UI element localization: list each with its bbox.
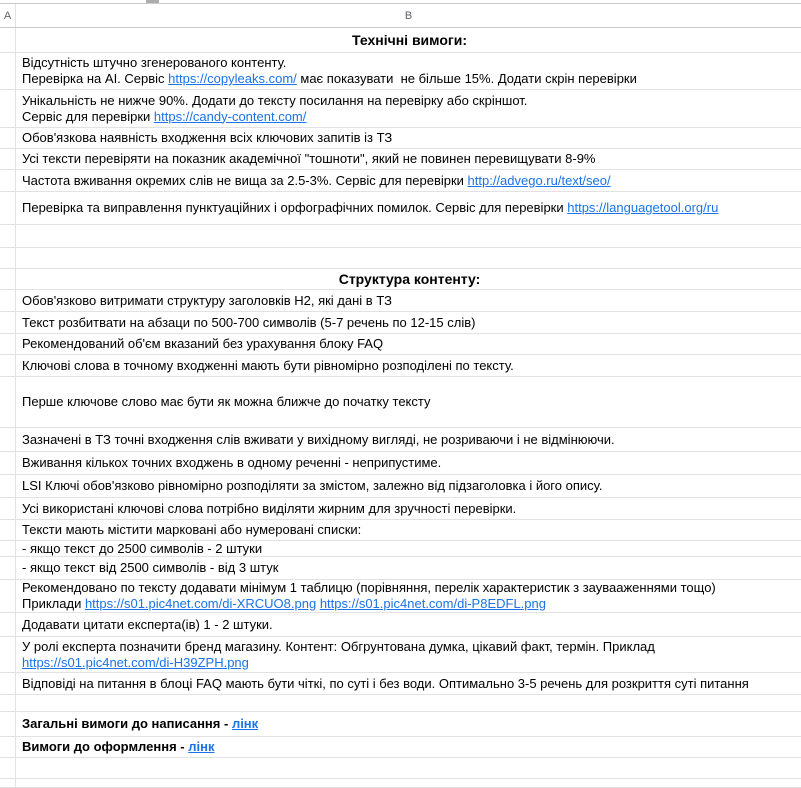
cell-b-15[interactable]: [16, 377, 801, 427]
cell-text-line: [22, 151, 797, 167]
cell-b-9[interactable]: [16, 248, 801, 268]
cell-a-27[interactable]: [0, 695, 16, 711]
text-segment: Вживання кількох точних входжень в одному реченні - неприпустиме.: [22, 455, 442, 470]
cell-b-2[interactable]: [16, 53, 801, 89]
row-multiple-occurrences: [0, 452, 801, 475]
cell-b-19[interactable]: [16, 498, 801, 519]
cell-text-line: [22, 93, 797, 109]
hyperlink[interactable]: https://s01.pic4net.com/di-H39ZPH.png: [22, 654, 249, 670]
cell-b-8[interactable]: [16, 225, 801, 247]
cell-b-28[interactable]: [16, 712, 801, 736]
text-segment: Сервіс для перевірки: [22, 108, 154, 124]
cell-text-line: [22, 271, 797, 287]
cell-a-5[interactable]: [0, 149, 16, 169]
cell-a-8[interactable]: [0, 225, 16, 247]
cell-a-30[interactable]: [0, 758, 16, 778]
cell-b-7[interactable]: [16, 192, 801, 224]
cell-text-line: [22, 394, 797, 410]
row-general-writing-requirements: [0, 712, 801, 737]
text-segment: - якщо текст до 2500 символів - 2 штуки: [22, 541, 263, 556]
row-empty-2: [0, 248, 801, 269]
cell-b-11[interactable]: [16, 290, 801, 311]
row-lsi-keys: [0, 475, 801, 498]
text-segment: Перше ключове слово має бути як можна ближче до початку тексту: [22, 394, 431, 409]
cell-text-line: [22, 130, 797, 146]
row-keywords-distribution: [0, 355, 801, 377]
cell-a-25[interactable]: [0, 637, 16, 672]
text-segment: Загальні вимоги до написання -: [22, 716, 232, 731]
cell-a-10[interactable]: [0, 269, 16, 289]
cell-b-14[interactable]: [16, 355, 801, 376]
cell-a-4[interactable]: [0, 128, 16, 148]
cell-a-19[interactable]: [0, 498, 16, 519]
row-academic-nausea: [0, 149, 801, 170]
row-word-frequency: [0, 170, 801, 192]
hyperlink[interactable]: https://s01.pic4net.com/di-XRCUO8.png: [84, 596, 317, 611]
cell-text-line: [22, 560, 797, 576]
cell-b-4[interactable]: [16, 128, 801, 148]
cell-text-line: [22, 71, 797, 87]
text-segment: Вимоги до оформлення -: [22, 739, 189, 754]
text-segment: Тексти мають містити марковані або нумеровані списки:: [22, 522, 362, 537]
cell-b-18[interactable]: [16, 475, 801, 497]
cell-a-21[interactable]: [0, 541, 16, 556]
cell-a-16[interactable]: [0, 428, 16, 451]
cell-b-3[interactable]: [16, 90, 801, 127]
hyperlink[interactable]: https://copyleaks.com/: [168, 71, 297, 86]
text-segment: Технічні вимоги:: [352, 32, 467, 48]
row-paragraph-size: [0, 312, 801, 334]
cell-text-line: [22, 315, 797, 331]
hyperlink[interactable]: http://advego.ru/text/seo/: [467, 172, 611, 188]
hyperlink[interactable]: https://languagetool.org/ru: [567, 200, 719, 215]
row-volume-without-faq: [0, 334, 801, 355]
cell-text-line: [22, 200, 797, 216]
row-expert-brand: [0, 637, 801, 673]
cell-a-23[interactable]: [0, 580, 16, 612]
top-edge: [0, 0, 801, 3]
text-segment: Перевірка на AI. Сервіс: [22, 71, 169, 86]
text-segment: Обов'язково витримати структуру заголовків H2, які дані в ТЗ: [22, 292, 392, 308]
cell-text-line: [22, 580, 797, 596]
cell-text-line: [22, 739, 797, 755]
cell-text-line: [22, 55, 797, 71]
cell-a-15[interactable]: [0, 377, 16, 427]
text-segment: У ролі експерта позначити бренд магазину. Контент: Обгрунтована думка, цікавий факт, термін. Приклад: [22, 638, 655, 654]
cell-a-13[interactable]: [0, 334, 16, 354]
row-faq-answers: [0, 673, 801, 695]
row-empty-3: [0, 695, 801, 712]
cell-a-14[interactable]: [0, 355, 16, 376]
text-segment: Додавати цитати експерта(ів) 1 - 2 штуки.: [22, 616, 273, 632]
hyperlink[interactable]: лінк: [231, 716, 259, 731]
cell-b-31[interactable]: [16, 779, 801, 787]
cell-text-line: [22, 358, 797, 374]
cell-b-29[interactable]: [16, 737, 801, 757]
text-segment: - якщо текст від 2500 символів - від 3 штук: [22, 560, 279, 575]
cell-b-25[interactable]: [16, 637, 801, 672]
text-segment: LSI Ключі обов'язково рівномірно розподіляти за змістом, залежно від підзаголовка і його опису.: [22, 478, 603, 493]
cell-a-6[interactable]: [0, 170, 16, 191]
row-empty-4: [0, 758, 801, 779]
cell-b-17[interactable]: [16, 452, 801, 474]
text-segment: Усі тексти перевіряти на показник академічної "тошноти", який не повинен перевищувати 8-9%: [22, 151, 596, 166]
cell-b-26[interactable]: [16, 673, 801, 694]
cell-a-3[interactable]: [0, 90, 16, 127]
cell-a-18[interactable]: [0, 475, 16, 497]
text-segment: Частота вживання окремих слів не вища за 2.5-3%. Сервіс для перевірки: [22, 172, 468, 188]
row-keywords-presence: [0, 128, 801, 149]
text-segment: Приклади: [22, 596, 85, 611]
text-segment: Відсутність штучно згенерованого контенту.: [22, 55, 287, 70]
cell-text-line: [22, 639, 797, 655]
cell-text-line: [22, 716, 797, 732]
row-uniqueness-check: [0, 90, 801, 128]
cell-a-17[interactable]: [0, 452, 16, 474]
text-segment: Обов'язкова наявність входження всіх ключових запитів із ТЗ: [22, 130, 393, 145]
scroll-position-marker: [146, 0, 159, 3]
cell-text-line: [22, 432, 797, 448]
row-lists-requirement: [0, 520, 801, 541]
row-empty-1: [0, 225, 801, 248]
row-table-recommendation: [0, 580, 801, 613]
cell-text-line: [22, 617, 797, 633]
text-segment: Текст розбитвати на абзаци по 500-700 символів (5-7 речень по 12-15 слів): [22, 314, 476, 330]
cell-a-24[interactable]: [0, 613, 16, 636]
cell-b-24[interactable]: [16, 613, 801, 636]
cell-text-line: [22, 109, 797, 125]
cell-b-12[interactable]: [16, 312, 801, 333]
cell-text-line: [22, 676, 797, 692]
cell-a-12[interactable]: [0, 312, 16, 333]
cell-a-26[interactable]: [0, 673, 16, 694]
cell-a-20[interactable]: [0, 520, 16, 540]
cell-text-line: [22, 478, 797, 494]
cell-text-line: [22, 455, 797, 471]
column-header-row: [0, 3, 801, 28]
cell-text-line: [22, 541, 797, 556]
cell-a-7[interactable]: [0, 192, 16, 224]
cell-b-10[interactable]: [16, 269, 801, 289]
cell-text-line: [22, 32, 797, 48]
cell-b-5[interactable]: [16, 149, 801, 169]
cell-text-line: [22, 596, 797, 612]
cell-b-16[interactable]: [16, 428, 801, 451]
cell-b-23[interactable]: [16, 580, 801, 612]
text-segment: Зазначені в ТЗ точні входження слів вживати у вихідному вигляді, не розриваючи і не відмінюючи.: [22, 431, 615, 447]
hyperlink[interactable]: лінк: [188, 739, 215, 754]
cell-b-30[interactable]: [16, 758, 801, 778]
text-segment: Усі використані ключові слова потрібно виділяти жирним для зручності перевірки.: [22, 500, 517, 516]
row-ai-content-check: [0, 53, 801, 90]
rows-container: [0, 28, 801, 788]
text-segment: Ключові слова в точному входженні мають бути рівномірно розподілені по тексту.: [22, 357, 514, 373]
hyperlink[interactable]: https://s01.pic4net.com/di-P8EDFL.png: [319, 596, 546, 611]
row-first-keyword-position: [0, 377, 801, 428]
cell-a-11[interactable]: [0, 290, 16, 311]
cell-a-1[interactable]: [0, 28, 16, 52]
row-expert-quotes: [0, 613, 801, 637]
row-lists-under-2500: [0, 541, 801, 557]
cell-b-20[interactable]: [16, 520, 801, 540]
cell-a-29[interactable]: [0, 737, 16, 757]
cell-text-line: [22, 293, 797, 309]
text-segment: Структура контенту:: [338, 271, 481, 287]
cell-text-line: [22, 522, 797, 538]
text-segment: Рекомендований об'єм вказаний без урахування блоку FAQ: [22, 336, 384, 351]
cell-text-line: [22, 336, 797, 352]
row-formatting-requirements: [0, 737, 801, 758]
cell-b-27[interactable]: [16, 695, 801, 711]
column-header-b[interactable]: B: [404, 9, 413, 22]
cell-b-1[interactable]: [16, 28, 801, 52]
cell-text-line: [22, 173, 797, 189]
cell-b-22[interactable]: [16, 557, 801, 579]
row-content-structure-title: [0, 269, 801, 290]
column-header-a[interactable]: A: [0, 4, 16, 27]
hyperlink[interactable]: https://candy-content.com/: [153, 108, 307, 124]
row-technical-requirements-title: [0, 28, 801, 53]
cell-b-13[interactable]: [16, 334, 801, 354]
text-segment: має показувати не більше 15%. Додати скрін перевірки: [296, 71, 637, 86]
cell-b-21[interactable]: [16, 541, 801, 556]
cell-a-28[interactable]: [0, 712, 16, 736]
cell-a-2[interactable]: [0, 53, 16, 89]
cell-a-9[interactable]: [0, 248, 16, 268]
cell-a-22[interactable]: [0, 557, 16, 579]
text-segment: Рекомендовано по тексту додавати мінімум 1 таблицю (порівняння, перелік характеристик з заувааженнями тощо): [22, 580, 716, 595]
text-segment: Відповіді на питання в блоці FAQ мають бути чіткі, по суті і без води. Оптимально 3-5 речень для розкриття суті питання: [22, 675, 749, 691]
row-lists-over-2500: [0, 557, 801, 580]
row-exact-occurrences: [0, 428, 801, 452]
row-bold-keywords: [0, 498, 801, 520]
cell-text-line: [22, 655, 797, 671]
cell-text-line: [22, 501, 797, 517]
text-segment: Перевірка та виправлення пунктуаційних і орфографічних помилок. Сервіс для перевірки: [22, 200, 568, 215]
text-segment: Унікальність не нижче 90%. Додати до тексту посилання на перевірку або скріншот.: [22, 92, 528, 108]
row-punctuation-check: [0, 192, 801, 225]
row-empty-5: [0, 779, 801, 788]
cell-b-6[interactable]: [16, 170, 801, 191]
cell-a-31[interactable]: [0, 779, 16, 787]
row-h2-structure: [0, 290, 801, 312]
